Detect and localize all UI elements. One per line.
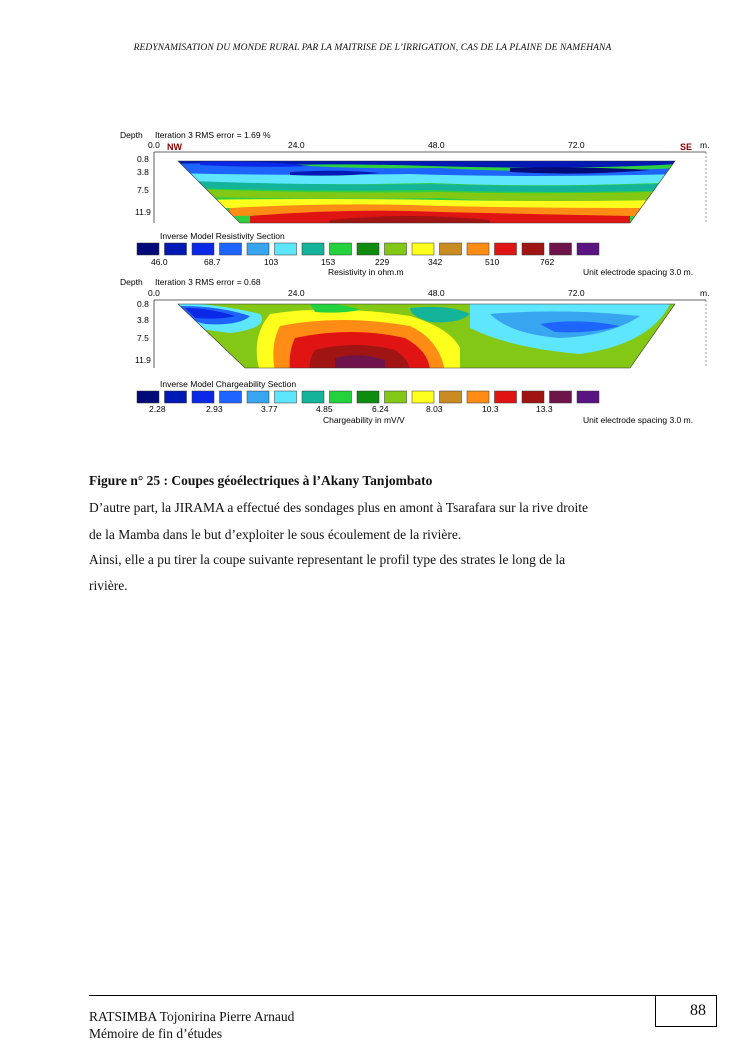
chg-iteration-label: Iteration 3 RMS error = 0.68 <box>155 277 261 287</box>
res-scale-swatch <box>550 243 572 255</box>
res-depth-0: 0.8 <box>137 154 149 164</box>
resistivity-section-plot <box>170 158 680 228</box>
chg-scale-5: 8.03 <box>426 404 443 414</box>
body-line-3: Ainsi, elle a pu tirer la coupe suivante representant le profil type des strates le long de la <box>89 552 566 567</box>
chg-scale-7: 13.3 <box>536 404 553 414</box>
body-line-1: D’autre part, la JIRAMA a effectué des sondages plus en amont à Tsarafara sur la rive droite <box>89 500 589 515</box>
chg-scale-swatch <box>275 391 297 403</box>
chargeability-section-plot <box>170 300 680 372</box>
chg-depth-3: 11.9 <box>135 355 151 365</box>
chg-scale-swatch <box>357 391 379 403</box>
page-number-box <box>655 995 717 1027</box>
res-scale-swatch <box>495 243 517 255</box>
res-scale-3: 153 <box>321 257 336 267</box>
chg-tick-48: 48.0 <box>428 288 445 298</box>
res-tick-0: 0.0 <box>148 140 160 150</box>
geoelectric-figure <box>110 128 720 433</box>
chg-scale-swatch <box>495 391 517 403</box>
chg-scale-swatch <box>522 391 544 403</box>
se-label: SE <box>680 142 693 152</box>
chg-scale-0: 2.28 <box>149 404 166 414</box>
nw-label: NW <box>167 142 182 152</box>
res-scale-swatch <box>192 243 214 255</box>
chg-scale-swatch <box>220 391 242 403</box>
chg-scale-swatch <box>550 391 572 403</box>
chg-depth-0: 0.8 <box>137 299 149 309</box>
res-unit-label: Resistivity in ohm.m <box>328 267 404 277</box>
res-scale-swatch <box>275 243 297 255</box>
chg-scale-swatch <box>247 391 269 403</box>
chg-unit-m: m. <box>700 288 710 298</box>
res-depth-1: 3.8 <box>137 167 149 177</box>
res-scale-swatch <box>220 243 242 255</box>
chg-depth-1: 3.8 <box>137 315 149 325</box>
res-spacing-label: Unit electrode spacing 3.0 m. <box>583 267 694 277</box>
geoelectric-sections-image <box>110 128 720 433</box>
res-scale-swatch <box>522 243 544 255</box>
res-depth-label: Depth <box>120 130 143 140</box>
resistivity-color-scale <box>137 243 599 255</box>
res-tick-72: 72.0 <box>568 140 585 150</box>
chg-depth-label: Depth <box>120 277 143 287</box>
res-section-title: Inverse Model Resistivity Section <box>160 231 285 241</box>
res-scale-swatch <box>357 243 379 255</box>
chg-scale-swatch <box>412 391 434 403</box>
res-scale-1: 68.7 <box>204 257 221 267</box>
chg-scale-swatch <box>577 391 599 403</box>
chg-scale-swatch <box>467 391 489 403</box>
res-scale-swatch <box>247 243 269 255</box>
chg-scale-swatch <box>385 391 407 403</box>
res-scale-0: 46.0 <box>151 257 168 267</box>
footer-subtitle: Mémoire de fin d’études <box>89 1026 223 1041</box>
res-tick-24: 24.0 <box>288 140 305 150</box>
res-unit-m: m. <box>700 140 710 150</box>
body-line-2: de la Mamba dans le but d’exploiter le sous écoulement de la rivière. <box>89 527 462 542</box>
chg-unit-label: Chargeability in mV/V <box>323 415 405 425</box>
chg-scale-swatch <box>192 391 214 403</box>
chg-spacing-label: Unit electrode spacing 3.0 m. <box>583 415 694 425</box>
figure-caption: Figure n° 25 : Coupes géoélectriques à l’Akany Tanjombato <box>89 473 433 488</box>
chg-scale-6: 10.3 <box>482 404 499 414</box>
res-scale-swatch <box>412 243 434 255</box>
chg-depth-2: 7.5 <box>137 333 149 343</box>
res-scale-swatch <box>330 243 352 255</box>
res-scale-6: 510 <box>485 257 500 267</box>
chargeability-color-scale <box>137 391 599 403</box>
res-scale-swatch <box>385 243 407 255</box>
chg-scale-swatch <box>165 391 187 403</box>
chg-scale-swatch <box>302 391 324 403</box>
chg-tick-0: 0.0 <box>148 288 160 298</box>
res-tick-48: 48.0 <box>428 140 445 150</box>
res-scale-swatch <box>440 243 462 255</box>
chg-scale-4: 6.24 <box>372 404 389 414</box>
res-scale-5: 342 <box>428 257 443 267</box>
chg-tick-72: 72.0 <box>568 288 585 298</box>
res-scale-swatch <box>302 243 324 255</box>
footer-author: RATSIMBA Tojonirina Pierre Arnaud <box>89 1009 295 1024</box>
res-scale-swatch <box>577 243 599 255</box>
res-scale-swatch <box>467 243 489 255</box>
res-scale-swatch <box>165 243 187 255</box>
chg-scale-swatch <box>440 391 462 403</box>
chg-scale-swatch <box>137 391 159 403</box>
footer-rule <box>89 995 657 996</box>
res-iteration-label: Iteration 3 RMS error = 1.69 % <box>155 130 271 140</box>
res-depth-2: 7.5 <box>137 185 149 195</box>
chg-scale-3: 4.85 <box>316 404 333 414</box>
running-header: REDYNAMISATION DU MONDE RURAL PAR LA MAITRISE DE L’IRRIGATION, CAS DE LA PLAINE DE NAMEHANA <box>133 43 612 53</box>
chg-scale-swatch <box>330 391 352 403</box>
body-line-4: rivière. <box>89 578 128 593</box>
res-scale-swatch <box>137 243 159 255</box>
chg-scale-1: 2.93 <box>206 404 223 414</box>
chg-scale-2: 3.77 <box>261 404 278 414</box>
res-scale-2: 103 <box>264 257 279 267</box>
chg-tick-24: 24.0 <box>288 288 305 298</box>
chg-section-title: Inverse Model Chargeability Section <box>160 379 297 389</box>
res-scale-4: 229 <box>375 257 390 267</box>
res-depth-3: 11.9 <box>135 207 151 217</box>
page-number: 88 <box>690 1002 706 1019</box>
res-scale-7: 762 <box>540 257 555 267</box>
